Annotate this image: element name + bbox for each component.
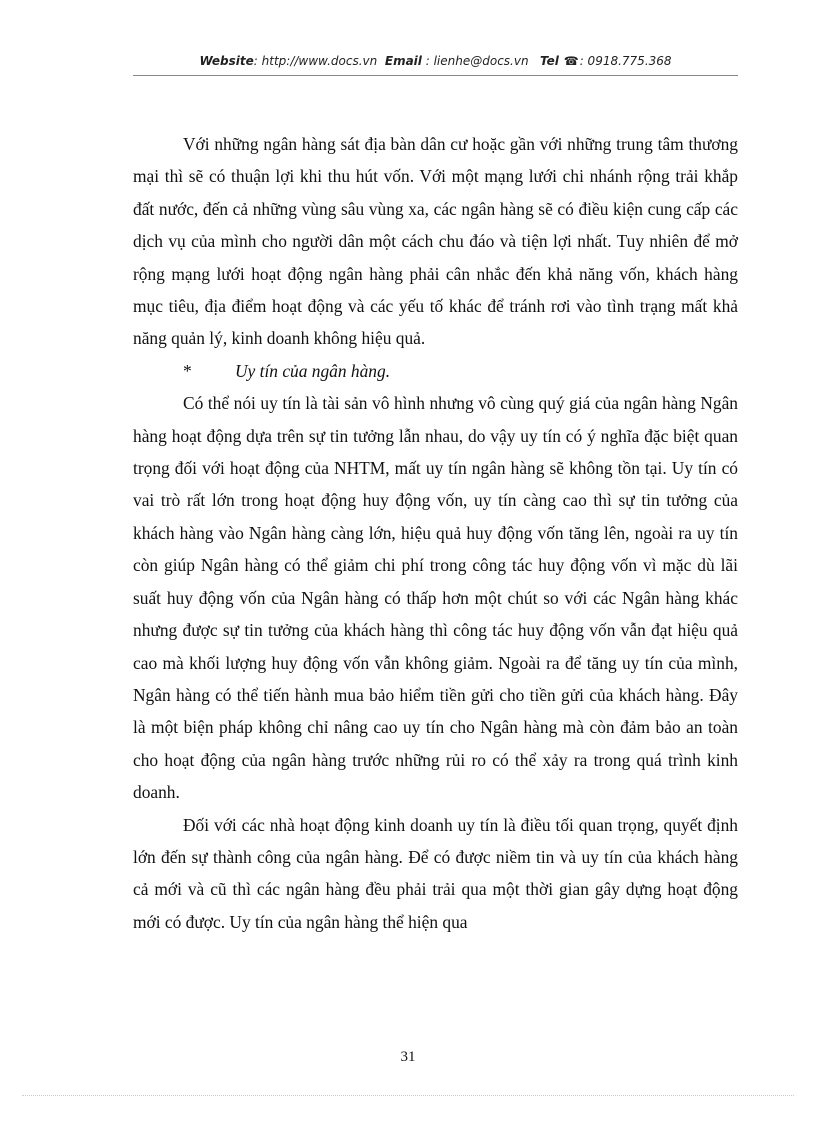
subheading-bullet: *: [183, 360, 192, 381]
tel-label: Tel: [540, 54, 559, 68]
paragraph-3: Đối với các nhà hoạt động kinh doanh uy tín là điều tối quan trọng, quyết định lớn đến sự thành công của ngân hàng. Để có được niềm tin và uy tín của khách hàng cả mới và cũ thì các ngân hàng đều phải trải qua một thời gian gây dựng hoạt động mới có được. Uy tín của ngân hàng thể hiện qua: [133, 814, 738, 932]
paragraph-1: Với những ngân hàng sát địa bàn dân cư hoặc gần với những trung tâm thương mại thì sẽ có thuận lợi khi thu hút vốn. Với một mạng lưới chi nhánh rộng trải khắp đất nước, đến cả những vùng sâu vùng xa, các ngân hàng sẽ có điều kiện cung cấp các dịch vụ của mình cho người dân một cách chu đáo và tiện lợi nhất. Tuy nhiên để mở rộng mạng lưới hoạt động ngân hàng phải cân nhắc đến khả năng vốn, khách hàng mục tiêu, địa điểm hoạt động và các yếu tố khác để tránh rơi vào tình trạng mất khả năng quản lý, kinh doanh không hiệu quả.: [133, 134, 738, 349]
paragraph-2: Có thể nói uy tín là tài sản vô hình nhưng vô cùng quý giá của ngân hàng Ngân hàng hoạt động dựa trên sự tin tưởng lẫn nhau, do vậy uy tín có ý nghĩa đặc biệt quan trọng đối với hoạt động của NHTM, mất uy tín ngân hàng sẽ không tồn tại. Uy tín có vai trò rất lớn trong hoạt động huy động vốn, uy tín càng cao thì sự tin tưởng của khách hàng vào Ngân hàng càng lớn, hiệu quả huy động vốn tăng lên, ngoài ra uy tín còn giúp Ngân hàng có thể giảm chi phí trong công tác huy động vốn vì mặc dù lãi suất huy động vốn của Ngân hàng có thấp hơn một chút so với các Ngân hàng khác nhưng được sự tin tưởng của khách hàng thì công tác huy động vốn vẫn đạt hiệu quả cao mà khối lượng huy động vốn vẫn không giảm. Ngoài ra để tăng uy tín của mình, Ngân hàng có thể tiến hành mua bảo hiểm tiền gửi cho tiền gửi của khách hàng. Đây là một biện pháp không chỉ nâng cao uy tín cho Ngân hàng mà còn đảm bảo an toàn cho hoạt động của ngân hàng trước những rủi ro có thể xảy ra trong quá trình kinh doanh.: [133, 393, 738, 803]
tel-value: : 0918.775.368: [579, 54, 672, 68]
subheading-title: Uy tín của ngân hàng.: [235, 360, 391, 381]
page-number: 31: [400, 1049, 416, 1065]
website-label: Website: [199, 54, 254, 68]
email-value: : lienhe@docs.vn: [425, 54, 529, 68]
footer-divider: [22, 1095, 794, 1096]
page-header: [133, 54, 738, 76]
header-divider: [133, 75, 738, 76]
email-label: Email: [384, 54, 422, 68]
website-value: : http://www.docs.vn: [253, 54, 378, 68]
phone-icon: ☎: [563, 54, 579, 68]
subheading: [133, 355, 738, 387]
document-body: [133, 128, 738, 938]
